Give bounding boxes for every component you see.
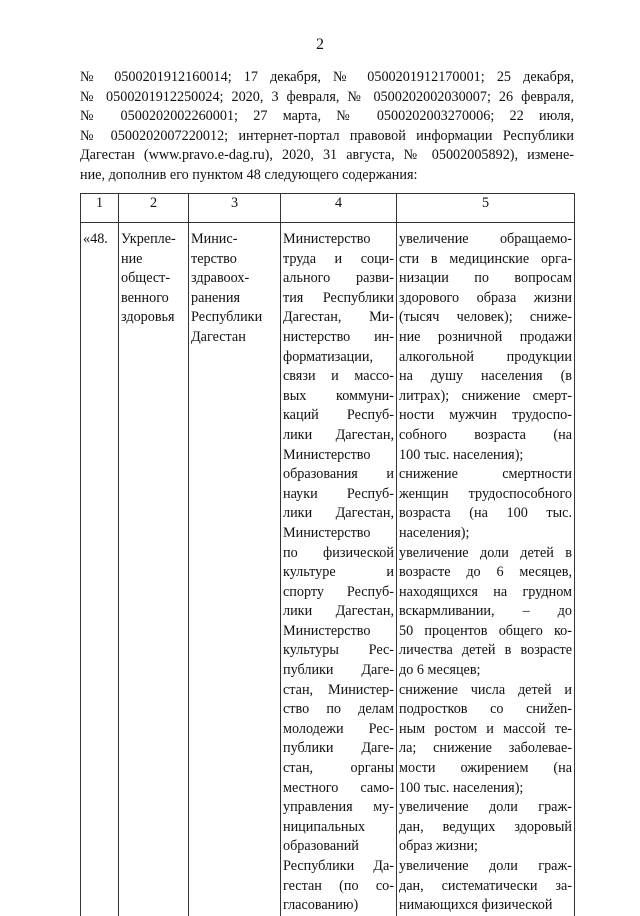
cell-line: гласованию) — [283, 897, 359, 914]
cell-line: до 6 месяцев; — [399, 662, 481, 679]
cell-line: Министерство — [283, 231, 371, 247]
column-header: 2 — [119, 194, 189, 223]
cell-line: тия Республики — [283, 289, 394, 306]
cell-line: каций Респуб- — [283, 407, 394, 424]
cell-line: 100 тыс. населения); — [399, 779, 524, 796]
intro-line: Дагестан (www.pravo.e-dag.ru), 2020, 31 августа, № 05002005892), измене- — [80, 147, 574, 164]
cell-line: личества детей в возрасте — [399, 642, 572, 659]
item-number-cell — [81, 223, 119, 916]
cell-line: (тысяч человек); сниже- — [399, 309, 572, 326]
cell-line: вых коммуни- — [283, 387, 394, 404]
cell-line: образований — [283, 838, 359, 855]
cell-line: дан, ведущих здоровый — [399, 818, 572, 835]
column-header: 1 — [81, 194, 119, 223]
cell-line: ранения — [191, 289, 240, 306]
cell-line: Республики Да- — [283, 858, 394, 874]
cell-line: управления му- — [283, 799, 394, 816]
cell-line: ла; снижение заболевае- — [399, 740, 572, 757]
cell-line: Минис- — [191, 231, 238, 247]
cell-line: Дагестан, Ми- — [283, 309, 394, 326]
coexecutors-cell — [281, 223, 397, 916]
cell-line: на душу населения (в — [399, 368, 572, 385]
cell-line: увеличение доли детей в — [399, 544, 572, 561]
cell-line: Укрепле- — [121, 231, 176, 247]
table-header-row — [81, 194, 575, 223]
cell-line: Республики — [191, 309, 263, 326]
intro-line: № 0500201912250024; 2020, 3 февраля, № 0500202002030007; 26 февраля, — [80, 88, 574, 105]
cell-line: подростков со сниžen- — [399, 701, 572, 718]
cell-line: образования и — [283, 466, 394, 483]
cell-line: Дагестан — [191, 328, 246, 345]
cell-line: публики Даге- — [283, 662, 394, 679]
cell-line: гестан (по со- — [283, 877, 394, 894]
cell-line: культуры Рес- — [283, 642, 394, 659]
cell-line: ние розничной продажи — [399, 328, 572, 345]
cell-line: находящихся на грудном — [399, 583, 572, 600]
cell-line: общест- — [121, 270, 171, 287]
cell-line: лики Дагестан, — [283, 603, 394, 620]
cell-line: здравоох- — [191, 270, 250, 287]
cell-line: снижение числа детей и — [399, 681, 572, 698]
page-number: 2 — [316, 36, 324, 53]
cell-line: низации по вопросам — [399, 270, 572, 287]
column-header: 3 — [189, 194, 281, 223]
table-row — [81, 223, 575, 916]
cell-line: Министерство — [283, 524, 371, 541]
cell-line: сти в медицинские орга- — [399, 250, 572, 267]
cell-line: ального разви- — [283, 270, 394, 287]
cell-line: ниципальных — [283, 818, 366, 835]
cell-line: форматизации, — [283, 348, 373, 365]
cell-line: ство по делам — [283, 701, 394, 718]
cell-line: спорту Респуб- — [283, 583, 394, 600]
cell-line: образ жизни; — [399, 838, 478, 855]
cell-line: 100 тыс. населения); — [399, 446, 524, 463]
item-number: «48. — [83, 231, 108, 247]
cell-line: мости ожирением (на — [399, 760, 572, 777]
cell-line: публики Даге- — [283, 740, 394, 757]
cell-line: увеличение обращаемо- — [399, 231, 572, 247]
cell-line: нимающихся физической — [399, 897, 553, 914]
cell-line: увеличение доли граж- — [399, 799, 572, 816]
responsible-cell — [189, 223, 281, 916]
cell-line: дан, систематически за- — [399, 877, 572, 894]
cell-line: возрасте до 6 месяцев, — [399, 564, 572, 581]
cell-line: терство — [191, 250, 237, 267]
intro-line: ние, дополнив его пунктом 48 следующего содержания: — [80, 166, 418, 183]
cell-line: стан, органы — [283, 760, 394, 777]
cell-line: снижение смертности — [399, 466, 572, 483]
cell-line: по физической — [283, 544, 394, 561]
column-header: 4 — [281, 194, 397, 223]
cell-line: нистерство ин- — [283, 328, 394, 345]
cell-line: вскармливании, – до — [399, 603, 572, 620]
cell-line: науки Респуб- — [283, 485, 394, 502]
item-name-cell — [119, 223, 189, 916]
intro-line: № 0500202007220012; интернет-портал правовой информации Республики — [80, 127, 574, 144]
cell-line: ние — [121, 250, 143, 267]
cell-line: Министерство — [283, 446, 371, 463]
cell-line: населения); — [399, 524, 470, 541]
cell-line: лики Дагестан, — [283, 426, 394, 443]
cell-line: труда и соци- — [283, 250, 394, 267]
cell-line: лики Дагестан, — [283, 505, 394, 522]
intro-line: № 0500201912160014; 17 декабря, № 0500201912170001; 25 декабря, — [80, 69, 574, 85]
cell-line: ным ростом и массой те- — [399, 720, 572, 737]
cell-line: культуре и — [283, 564, 394, 581]
cell-line: собного возраста (на — [399, 426, 572, 443]
intro-line: № 0500202002260001; 27 марта, № 0500202003270006; 22 июля, — [80, 108, 574, 125]
cell-line: увеличение доли граж- — [399, 858, 572, 874]
intro-paragraph — [80, 68, 574, 186]
indicators-cell — [397, 223, 575, 916]
column-header: 5 — [397, 194, 575, 223]
cell-line: венного — [121, 289, 169, 306]
cell-line: связи и массо- — [283, 368, 394, 385]
cell-line: женщин трудоспособного — [399, 485, 572, 502]
cell-line: здорового образа жизни — [399, 289, 572, 306]
cell-line: ности мужчин трудоспо- — [399, 407, 572, 424]
cell-line: местного само- — [283, 779, 394, 796]
cell-line: Министерство — [283, 622, 371, 639]
cell-line: стан, Министер- — [283, 681, 394, 698]
cell-line: литрах); снижение смерт- — [399, 387, 572, 404]
cell-line: молодежи Рес- — [283, 720, 394, 737]
cell-line: 50 процентов общего ко- — [399, 622, 572, 639]
cell-line: здоровья — [121, 309, 175, 326]
cell-line: возраста (на 100 тыс. — [399, 505, 572, 522]
cell-line: алкогольной продукции — [399, 348, 572, 365]
amendment-table — [80, 193, 575, 916]
